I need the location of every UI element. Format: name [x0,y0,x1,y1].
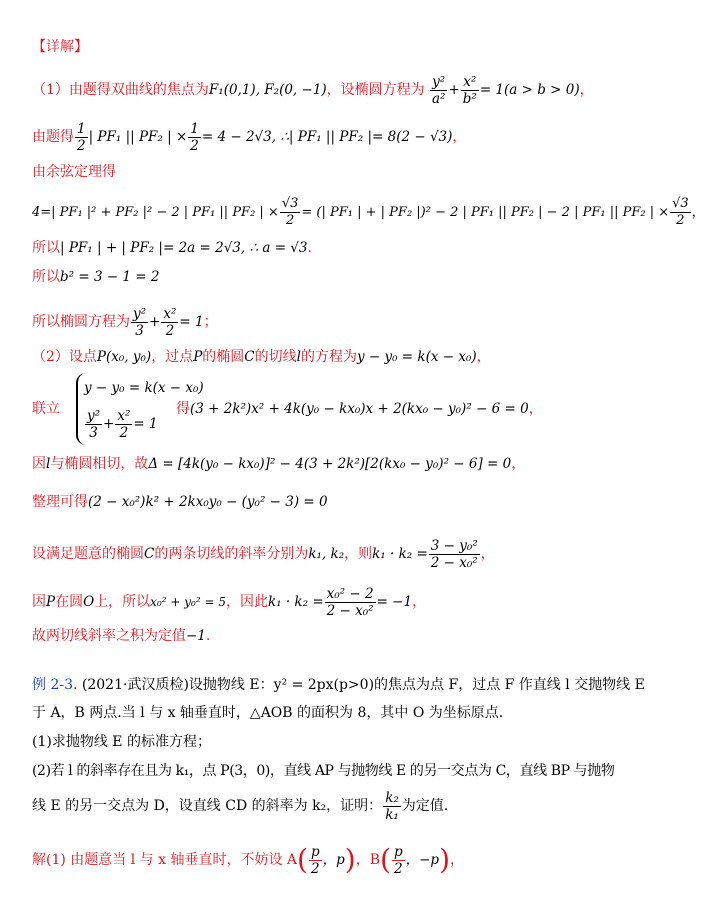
example-line-4: (2)若 l 的斜率存在且为 k₁，点 P(3，0)，直线 AP 与抛物线 E 的另一交点为 C，直线 BP 与抛物 [32,763,615,779]
math: l [296,349,301,365]
text: ，设椭圆方程为 [326,82,425,98]
text: （1）由题得双曲线的焦点为 [32,82,209,98]
math: = 1(a > b > 0) [479,82,580,98]
math: = (| PF₁ | + | PF₂ |)² − 2 | PF₁ || PF₂ | − 2 | PF₁ || PF₂ | × [301,205,670,220]
math: ，−p [405,852,440,868]
math: x₀² + y₀² = 5 [150,595,226,609]
math: = 1 [133,416,158,432]
system-row-1: y − y₀ = k(x − x₀) [84,380,204,396]
text: 因 [32,456,46,472]
math: F₁(0,1), F₂(0, −1) [208,82,327,98]
text: 的切线 [254,349,297,365]
text: 的两条切线的斜率分别为 [154,546,309,562]
frac-den: 2 [393,861,403,877]
solution-line-9-lead: 联立 [32,401,60,417]
text: 与椭圆相切，故 [50,456,149,472]
text: ， [450,852,464,868]
solution-line-13 [32,586,624,619]
example-tag: 例 2-3. [32,677,78,693]
text: ，B [355,852,380,868]
frac-den: 2 [310,861,320,877]
math: Δ = [4k(y₀ − kx₀)]² − 4(3 + 2k²)[2(kx₀ − y₀)² − 6] = 0 [148,456,512,472]
frac-num: y² [430,74,447,91]
solution-line-3: 由余弦定理得 [32,164,116,180]
frac-den: k₁ [385,807,399,823]
solution-line-9-result [176,400,624,418]
frac-num: k₂ [385,790,399,806]
frac-den: b² [462,91,477,107]
solution-part-1: 解(1) 由题意当 l 与 x 轴垂直时，不妨设 A( $\frac{p}{2}$ ，p)，B( $\frac{p}{2}$ ，−p)， [32,843,464,877]
text: . [307,240,312,256]
text: ， [528,401,543,417]
frac-den: 2 [119,425,129,441]
math: | PF₁ || PF₂ | × [88,129,188,145]
text: ， [691,205,705,220]
example-line-5 [32,790,624,823]
text: 的椭圆 [202,349,245,365]
text: 整理可得 [32,494,88,510]
frac-den: 2 [165,323,175,339]
frac-num: p [310,844,320,860]
solution-line-6 [32,268,624,286]
text: ， [579,82,594,98]
solution-line-1: （1）由题得双曲线的焦点为F₁(0,1), F₂(0, −1)，设椭圆方程为 $\frac{\text{y²}}{\text{a²}}$ + $\frac{\text{x²}}{\text{b²}}$ = 1(a > b > 0)， [32,74,594,107]
math: O [83,594,95,610]
text: . [205,628,211,644]
solution-line-11 [32,493,624,511]
example-line-1 [32,676,645,694]
solution-line-8 [32,348,624,366]
text: 由题得 [32,129,74,145]
text: 得 [176,401,190,417]
math: P [46,594,56,610]
text: ， [412,594,427,610]
math: b² = 3 − 1 = 2 [60,269,160,285]
math: P [193,349,203,365]
math: k₁, k₂ [308,546,345,562]
text: 线 E 的另一交点为 D，设直线 CD 的斜率为 k₂，证明： [32,798,383,814]
math: 4=| PF₁ |² + PF₂ |² − 2 | PF₁ || PF₂ | × [32,205,279,220]
text: ，则 [344,546,373,562]
heading: 【详解】 [32,39,88,55]
solution-line-14 [32,627,624,645]
text: ， [480,546,495,562]
text: 解(1) 由题意当 l 与 x 轴垂直时，不妨设 A [32,852,298,868]
frac-den: a² [431,91,446,107]
example-line-2: 于 A，B 两点.当 l 与 x 轴垂直时，△AOB 的面积为 8，其中 O 为坐标原点. [32,705,504,721]
frac-num: 1 [190,121,199,137]
text: 为定值. [401,798,449,814]
text: 所以椭圆方程为 [32,314,130,330]
solution-line-10 [32,455,624,473]
frac-den: 2 [77,138,86,154]
text: 故两切线斜率之积为定值 [32,628,186,644]
frac-num: x² [117,408,131,424]
frac-den: 3 [89,425,98,441]
frac-den: 2 [285,213,295,228]
math: ，p [322,852,345,868]
math: k₁ · k₂ = [267,594,324,610]
math: y − y₀ = k(x − x₀) [356,349,477,365]
text: ，过点 [151,349,194,365]
math: = 1 [179,314,204,330]
math: P(x₀, y₀) [96,349,152,365]
text: ； [203,314,218,330]
text: ， [511,456,526,472]
frac-den: 2 [190,138,199,154]
solution-line-12 [32,538,624,571]
text: （2）设点 [32,349,97,365]
math: (3 + 2k²)x² + 4k(y₀ − kx₀)x + 2(kx₀ − y₀)² − 6 = 0 [190,401,529,417]
example-source: (2021·武汉质检) [81,677,189,693]
frac-num: y² [87,408,101,424]
system-row-2: $\frac{\text{y²}}{3}$ + $\frac{\text{x²}}{2}$ = 1 [87,408,158,441]
math: C [144,546,155,562]
frac-den: 2 [676,213,685,228]
frac-num: y² [133,306,147,322]
frac-num: x² [461,74,479,91]
solution-line-4 [32,196,705,229]
frac-num: x₀² − 2 [326,586,374,602]
frac-num: 3 − y₀² [430,538,478,554]
text: 设满足题意的椭圆 [32,546,144,562]
text: 在圆 [55,594,84,610]
text: ， [452,129,467,145]
frac-den: 2 − x₀² [430,555,478,571]
text: 设抛物线 E：y² = 2px(p>0)的焦点为点 F，过点 F 作直线 l 交抛物线 E [188,677,645,693]
text: 所以 [32,269,60,285]
math: | PF₁ | + | PF₂ |= 2a = 2√3, ∴ a = √3 [60,240,308,256]
frac-num: x² [163,306,177,322]
text: ，因此 [225,594,268,610]
math: −1 [186,628,206,644]
math: l [46,456,51,472]
text: 所以 [32,240,60,256]
math: = −1 [376,594,413,610]
text: ， [476,349,491,365]
text: 上，所以 [94,594,151,610]
math: (2 − x₀²)k² + 2kx₀y₀ − (y₀² − 3) = 0 [88,494,328,510]
solution-line-5 [32,239,624,257]
frac-num: √3 [672,196,689,211]
math: = 4 − 2√3, ∴| PF₁ || PF₂ |= 8(2 − √3) [201,129,453,145]
frac-den: 3 [135,323,144,339]
math: C [244,349,255,365]
example-line-3: (1)求抛物线 E 的标准方程； [32,734,211,750]
solution-line-2 [32,121,624,154]
math: k₁ · k₂ = [372,546,428,562]
text: 的方程为 [300,349,357,365]
frac-num: p [393,844,403,860]
frac-num: 1 [77,121,86,137]
frac-num: √3 [281,196,299,211]
solution-line-7: 所以椭圆方程为 $\frac{\text{y²}}{3}$ + $\frac{\text{x²}}{2}$ = 1； [32,306,218,339]
text: 因 [32,594,46,610]
frac-den: 2 − x₀² [326,603,374,619]
